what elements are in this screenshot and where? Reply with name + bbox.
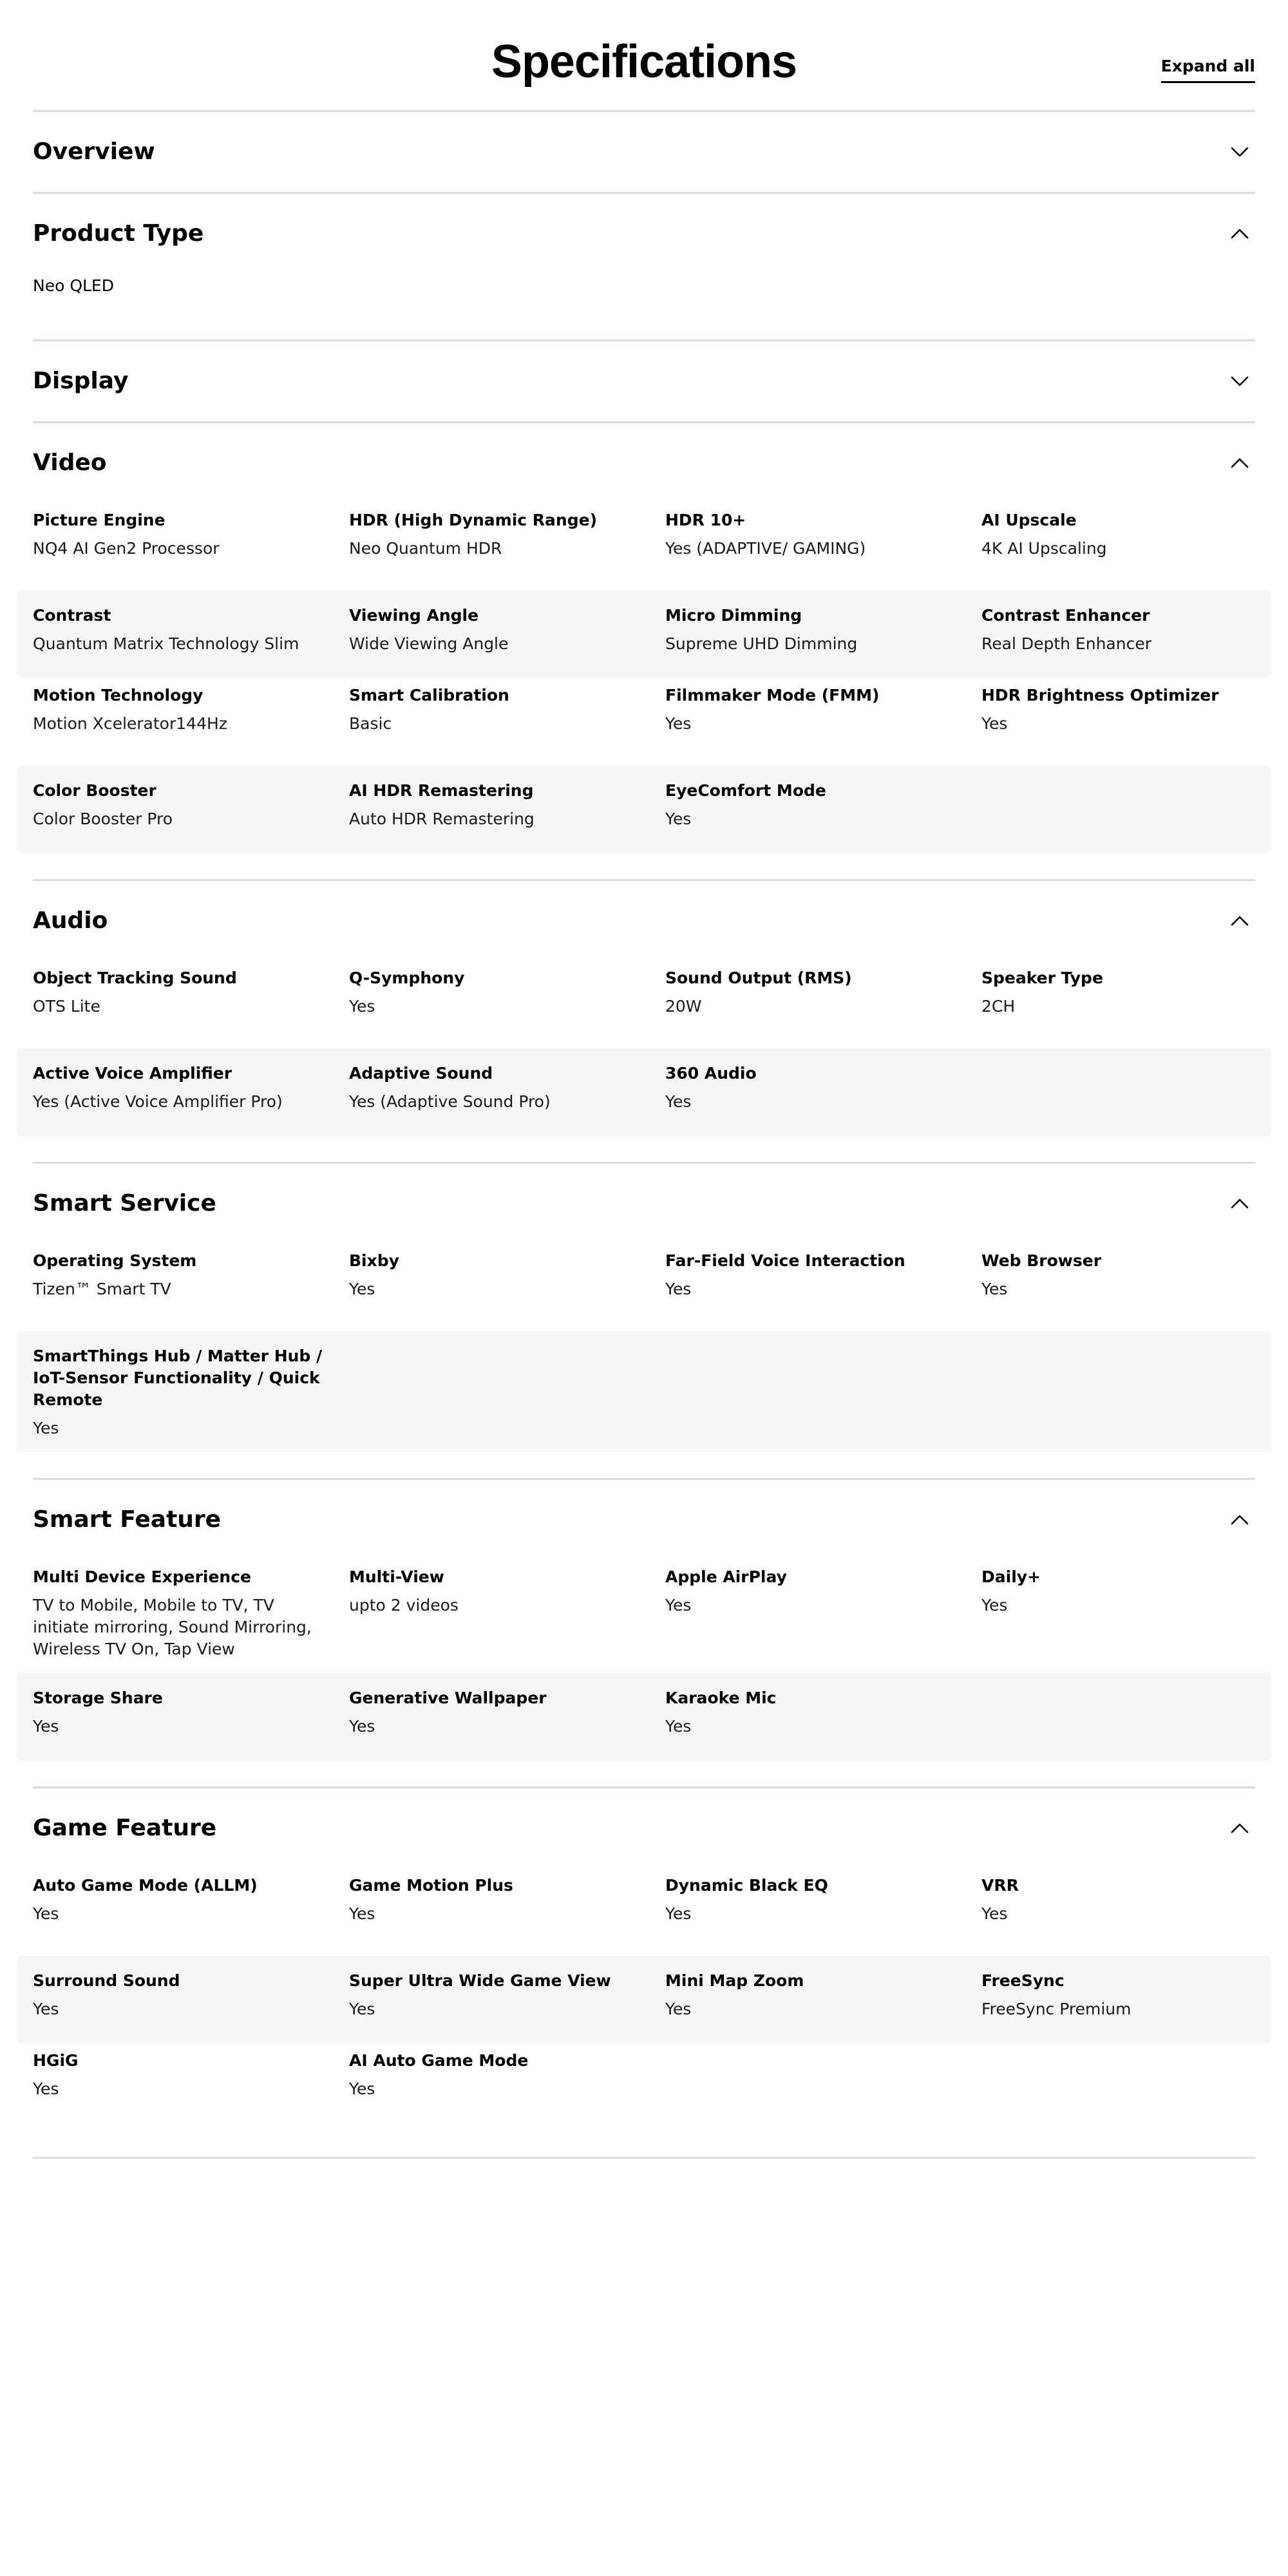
page-title: Specifications	[491, 36, 797, 88]
spec-item	[33, 1566, 349, 1660]
spec-section-display	[33, 341, 1255, 423]
spec-item	[349, 2050, 665, 2118]
spec-value: Basic	[349, 714, 392, 733]
spec-label: Motion Technology	[33, 686, 204, 705]
section-header-audio[interactable]	[33, 881, 1255, 961]
spec-value: TV to Mobile, Mobile to TV, TV initiate mirroring, Sound Mirroring, Wireless TV On, Tap View	[33, 1596, 312, 1658]
section-header-product-type[interactable]	[33, 194, 1255, 274]
spec-value: Yes	[33, 1419, 59, 1437]
chevron-up-icon[interactable]	[1227, 908, 1253, 934]
section-title: Overview	[33, 138, 155, 165]
spec-label: Active Voice Amplifier	[33, 1064, 232, 1083]
spec-row	[17, 766, 1271, 853]
spec-value: Yes	[349, 2079, 375, 2098]
spec-value: Yes	[349, 2000, 375, 2018]
spec-item	[665, 1566, 981, 1660]
section-title: Display	[33, 368, 129, 394]
spec-item	[981, 1566, 1255, 1660]
spec-value: 20W	[665, 997, 702, 1016]
expand-all-link[interactable]: Expand all	[1161, 55, 1255, 83]
spec-label: Speaker Type	[981, 969, 1103, 987]
spec-section-video	[33, 423, 1255, 881]
spec-label: Dynamic Black EQ	[665, 1876, 828, 1895]
spec-value: Tizen™ Smart TV	[33, 1280, 171, 1298]
spec-item	[349, 780, 665, 840]
spec-grid	[33, 503, 1255, 879]
spec-label: HGiG	[33, 2051, 79, 2070]
spec-label: HDR Brightness Optimizer	[981, 686, 1219, 705]
section-header-video[interactable]	[33, 423, 1255, 503]
spec-item	[665, 1687, 981, 1748]
spec-sections	[0, 112, 1288, 2159]
spec-value: Yes	[349, 1904, 375, 1923]
spec-item	[33, 1250, 349, 1318]
spec-row	[17, 1331, 1271, 1452]
spec-label: AI Upscale	[981, 511, 1077, 529]
spec-label: Auto Game Mode (ALLM)	[33, 1876, 258, 1895]
spec-item	[349, 1687, 665, 1748]
chevron-down-icon[interactable]	[1227, 139, 1253, 165]
spec-value: Yes	[981, 714, 1008, 733]
spec-item	[665, 1063, 981, 1123]
spec-item	[981, 1970, 1255, 2031]
spec-label: Storage Share	[33, 1689, 163, 1707]
section-header-game-feature[interactable]	[33, 1788, 1255, 1868]
spec-row	[17, 2043, 1271, 2131]
spec-value: Yes	[665, 2000, 692, 2018]
spec-item	[349, 509, 665, 578]
spec-label: Contrast Enhancer	[981, 606, 1150, 625]
spec-value: Yes	[349, 997, 375, 1016]
chevron-up-icon[interactable]	[1227, 1815, 1253, 1841]
spec-value: Yes	[33, 1904, 59, 1923]
spec-label: Bixby	[349, 1251, 399, 1270]
spec-value: OTS Lite	[33, 997, 100, 1016]
spec-value: Quantum Matrix Technology Slim	[33, 634, 299, 653]
spec-label: Super Ultra Wide Game View	[349, 1971, 611, 1990]
spec-item	[665, 1250, 981, 1318]
spec-section-audio	[33, 881, 1255, 1164]
spec-value: 2CH	[981, 997, 1016, 1016]
spec-grid	[33, 961, 1255, 1162]
section-header-display[interactable]	[33, 341, 1255, 421]
spec-value: Yes	[665, 1280, 692, 1298]
spec-value: Yes	[665, 810, 692, 828]
section-value: Neo QLED	[33, 276, 114, 295]
spec-label: HDR (High Dynamic Range)	[349, 511, 597, 529]
section-title: Smart Service	[33, 1190, 216, 1217]
spec-row	[17, 1560, 1271, 1673]
spec-item	[33, 1063, 349, 1123]
spec-label: FreeSync	[981, 1971, 1065, 1990]
spec-row	[17, 1673, 1271, 1761]
spec-label: Mini Map Zoom	[665, 1971, 804, 1990]
spec-value: 4K AI Upscaling	[981, 539, 1107, 558]
spec-item	[981, 1875, 1255, 1943]
spec-item	[33, 1970, 349, 2031]
spec-item	[349, 1063, 665, 1123]
spec-value: Wide Viewing Angle	[349, 634, 509, 653]
spec-label: AI HDR Remastering	[349, 781, 534, 800]
spec-value: Supreme UHD Dimming	[665, 634, 858, 653]
spec-label: Viewing Angle	[349, 606, 479, 625]
chevron-up-icon[interactable]	[1227, 1507, 1253, 1533]
spec-label: Far-Field Voice Interaction	[665, 1251, 905, 1270]
spec-value: Yes	[33, 2079, 59, 2098]
spec-item	[349, 1250, 665, 1318]
spec-value: upto 2 videos	[349, 1596, 459, 1615]
spec-label: AI Auto Game Mode	[349, 2051, 529, 2070]
spec-item	[981, 967, 1255, 1036]
spec-row	[17, 678, 1271, 766]
spec-item	[665, 509, 981, 578]
spec-value: Yes	[33, 1717, 59, 1736]
spec-item	[665, 1875, 981, 1943]
spec-item	[33, 780, 349, 840]
spec-row	[17, 503, 1271, 591]
spec-label: Picture Engine	[33, 511, 166, 529]
spec-value: Motion Xcelerator144Hz	[33, 714, 227, 733]
spec-item	[33, 605, 349, 665]
spec-item	[665, 1970, 981, 2031]
spec-item	[33, 1875, 349, 1943]
spec-value: Yes	[665, 714, 692, 733]
spec-row	[17, 1244, 1271, 1331]
spec-label: Micro Dimming	[665, 606, 802, 625]
spec-item	[665, 780, 981, 840]
spec-label: SmartThings Hub / Matter Hub / IoT-Sensor Functionality / Quick Remote	[33, 1347, 323, 1409]
spec-label: Game Motion Plus	[349, 1876, 513, 1895]
spec-label: EyeComfort Mode	[665, 781, 826, 800]
spec-item	[665, 605, 981, 665]
spec-label: Adaptive Sound	[349, 1064, 493, 1083]
spec-value: Color Booster Pro	[33, 810, 173, 828]
spec-item	[33, 1687, 349, 1748]
spec-grid	[33, 1244, 1255, 1478]
section-header-overview[interactable]	[33, 112, 1255, 192]
spec-row	[17, 1956, 1271, 2043]
section-header-smart-feature[interactable]	[33, 1480, 1255, 1560]
spec-value: Yes	[33, 2000, 59, 2018]
spec-value: Yes	[665, 1092, 692, 1111]
spec-item	[349, 685, 665, 753]
spec-item	[981, 605, 1255, 665]
spec-value: Yes	[981, 1904, 1008, 1923]
spec-value: NQ4 AI Gen2 Processor	[33, 539, 220, 558]
chevron-up-icon[interactable]	[1227, 221, 1253, 247]
spec-item	[981, 1250, 1255, 1318]
spec-item	[349, 1566, 665, 1660]
spec-label: Smart Calibration	[349, 686, 509, 705]
section-title: Product Type	[33, 220, 204, 247]
spec-label: Contrast	[33, 606, 111, 625]
spec-label: Object Tracking Sound	[33, 969, 237, 987]
spec-value: Yes	[665, 1596, 692, 1615]
spec-value: Yes (ADAPTIVE/ GAMING)	[665, 539, 866, 558]
spec-item	[665, 967, 981, 1036]
spec-value: Yes	[349, 1280, 375, 1298]
spec-section-smart-service	[33, 1164, 1255, 1480]
spec-label: Generative Wallpaper	[349, 1689, 547, 1707]
spec-label: Daily+	[981, 1567, 1041, 1586]
spec-row	[17, 591, 1271, 678]
spec-label: Web Browser	[981, 1251, 1102, 1270]
spec-item	[665, 685, 981, 753]
spec-value: Auto HDR Remastering	[349, 810, 535, 828]
spec-label: HDR 10+	[665, 511, 746, 529]
spec-label: 360 Audio	[665, 1064, 757, 1083]
spec-label: Sound Output (RMS)	[665, 969, 852, 987]
chevron-up-icon[interactable]	[1227, 450, 1253, 476]
spec-section-overview	[33, 112, 1255, 194]
section-title: Smart Feature	[33, 1506, 222, 1533]
spec-item	[33, 1345, 349, 1439]
spec-value: Yes	[981, 1280, 1008, 1298]
spec-section-smart-feature	[33, 1480, 1255, 1788]
spec-row	[17, 961, 1271, 1048]
chevron-up-icon[interactable]	[1227, 1191, 1253, 1217]
spec-item	[33, 967, 349, 1036]
spec-label: Karaoke Mic	[665, 1689, 777, 1707]
spec-section-game-feature	[33, 1788, 1255, 2159]
spec-label: Color Booster	[33, 781, 156, 800]
spec-value: FreeSync Premium	[981, 2000, 1132, 2018]
section-header-smart-service[interactable]	[33, 1164, 1255, 1244]
spec-item	[33, 509, 349, 578]
spec-label: Operating System	[33, 1251, 197, 1270]
spec-row	[17, 1868, 1271, 1956]
specifications-header	[33, 0, 1255, 112]
spec-value: Yes	[349, 1717, 375, 1736]
spec-label: Apple AirPlay	[665, 1567, 787, 1586]
spec-item	[981, 509, 1255, 578]
spec-value: Neo Quantum HDR	[349, 539, 502, 558]
spec-item	[33, 685, 349, 753]
spec-label: VRR	[981, 1876, 1019, 1895]
spec-section-product-type	[33, 194, 1255, 341]
spec-grid	[33, 1868, 1255, 2157]
spec-item	[33, 2050, 349, 2118]
section-title: Audio	[33, 907, 108, 934]
spec-item	[981, 685, 1255, 753]
section-title: Game Feature	[33, 1815, 217, 1841]
spec-item	[349, 605, 665, 665]
spec-value: Yes	[665, 1717, 692, 1736]
spec-row	[17, 1048, 1271, 1136]
spec-value: Yes	[981, 1596, 1008, 1615]
spec-label: Multi-View	[349, 1567, 444, 1586]
chevron-down-icon[interactable]	[1227, 368, 1253, 394]
spec-item	[349, 1970, 665, 2031]
spec-label: Multi Device Experience	[33, 1567, 252, 1586]
spec-value: Yes (Adaptive Sound Pro)	[349, 1092, 551, 1111]
spec-label: Filmmaker Mode (FMM)	[665, 686, 880, 705]
spec-label: Surround Sound	[33, 1971, 180, 1990]
spec-item	[349, 1875, 665, 1943]
spec-grid	[33, 1560, 1255, 1786]
spec-value: Yes	[665, 1904, 692, 1923]
spec-value: Yes (Active Voice Amplifier Pro)	[33, 1092, 283, 1111]
spec-value: Real Depth Enhancer	[981, 634, 1151, 653]
spec-label: Q-Symphony	[349, 969, 465, 987]
spec-item	[349, 967, 665, 1036]
section-title: Video	[33, 450, 107, 476]
